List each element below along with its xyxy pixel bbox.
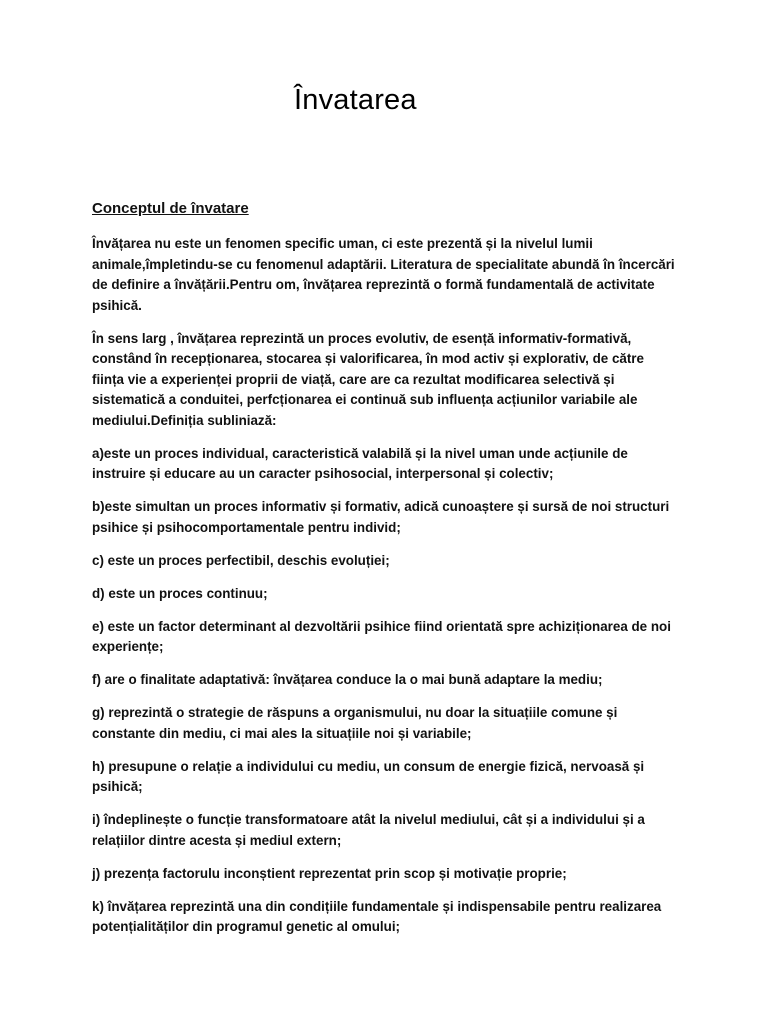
paragraph-intro: Învățarea nu este un fenomen specific uman, ci este prezentă și la nivelul lumii animale,împletindu-se cu fenomenul adaptării. Literatura de specialitate abundă în încercări de definire a învățării.Pentru om, învățarea reprezintă o formă fundamentală de activitate psihică. (92, 236, 675, 313)
list-item-b: b)este simultan un proces informativ și formativ, adică cunoaștere și sursă de noi structuri psihice și psihocomportamentale pentru individ; (92, 499, 670, 535)
document-title: Învatarea (294, 84, 417, 116)
list-item-j: j) prezența factorulu inconștient reprezentat prin scop și motivație proprie; (92, 865, 567, 881)
list-item-d: d) este un proces continuu; (92, 585, 268, 601)
paragraph-definition: În sens larg , învățarea reprezintă un proces evolutiv, de esență informativ-formativă, constând în recepționarea, stocarea și valorificarea, în mod activ și explorativ, de către ființa vie a experienței proprii de viață, care are ca rezultat modificarea selectivă și sistematică a conduitei, perfcționarea ei continuă sub influența acțiunilor variabile ale mediului.Definiția subliniază: (92, 330, 644, 428)
list-item-a: a)este un proces individual, caracteristică valabilă și la nivel uman unde acțiunile de instruire și educare au un caracter psihosocial, interpersonal și colectiv; (92, 445, 628, 481)
document-body (92, 234, 676, 950)
list-item-e: e) este un factor determinant al dezvoltării psihice fiind orientată spre achiziționarea de noi experiențe; (92, 618, 671, 654)
list-item-f: f) are o finalitate adaptativă: învățarea conduce la o mai bună adaptare la mediu; (92, 672, 603, 687)
list-item-g: g) reprezintă o strategie de răspuns a organismului, nu doar la situațiile comune și constante din mediu, ci mai ales la situațiile noi și variabile; (92, 705, 618, 741)
section-heading: Conceptul de învatare (92, 200, 249, 217)
list-item-c: c) este un proces perfectibil, deschis evoluției; (92, 552, 390, 568)
list-item-i: i) îndeplinește o funcție transformatoare atât la nivelul mediului, cât și a individului și a relațiilor dintre acesta și mediul extern; (92, 812, 645, 848)
list-item-h: h) presupune o relație a individului cu mediu, un consum de energie fizică, nervoasă și psihică; (92, 758, 645, 794)
list-item-k: k) învățarea reprezintă una din condițiile fundamentale și indispensabile pentru realizarea potențialităților din programul genetic al omului; (92, 898, 662, 934)
